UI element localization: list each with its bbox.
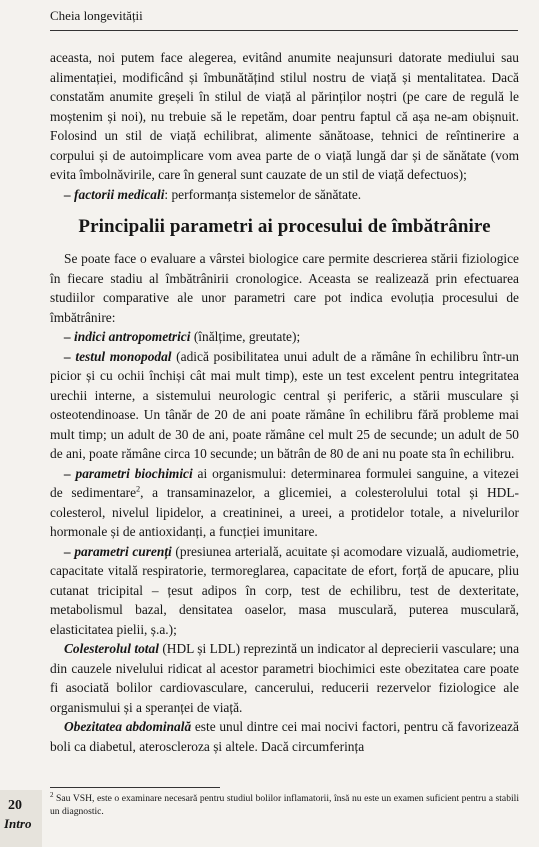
section-label: Intro xyxy=(4,816,32,831)
medical-factors-text: : performanța sistemelor de sănătate. xyxy=(164,186,362,202)
biochemical-item xyxy=(50,464,519,542)
monopodal-test-item xyxy=(50,347,519,464)
running-title: Cheia longevității xyxy=(50,8,143,23)
monopodal-test-term: – testul monopodal xyxy=(64,348,172,364)
header-rule xyxy=(50,30,518,31)
obesity-text: este unul dintre cei mai nocivi factori, pentru că favorizează boli ca diabetul, ateroscleroza și altele. Dacă circumferința xyxy=(50,719,519,754)
section-title: Principalii parametri ai procesului de îmbătrânire xyxy=(78,216,491,237)
obesity-paragraph xyxy=(50,717,519,756)
medical-factors-term: – factorii medicali xyxy=(64,186,165,202)
medical-factors-item xyxy=(50,185,519,205)
footnote-text: Sau VSH, este o examinare necesară pentru studiul bolilor inflamatorii, însă nu este un examen suficient pentru a stabili un diagnostic. xyxy=(50,793,519,817)
cholesterol-paragraph xyxy=(50,639,519,717)
biochemical-term: – parametri biochimici xyxy=(64,465,193,481)
footnote-number: 2 xyxy=(50,790,54,799)
current-params-term: – parametri curenți xyxy=(64,543,172,559)
section-intro: Se poate face o evaluare a vârstei biologice care permite descrierea stării fiziologice în fiecare stadiu al îmbătrânirii cronologice. Aceasta se realizează prin efectuarea studiilor comparative ale unor parametri care pot indica evoluția procesului de îmbătrânire: xyxy=(50,251,519,325)
cholesterol-text: (HDL și LDL) reprezintă un indicator al deprecierii vasculare; una din cauzele nivelului ridicat al acestor parametri biochimici este obezitatea care poate fi asociată bolilor cardiovasculare, cancerului, reducerii rezervelor fiziologice ale organismului și a speranței de viață. xyxy=(50,641,520,715)
page-body xyxy=(50,48,519,756)
monopodal-test-text: (adică posibilitatea unui adult de a rămâne în echilibru într-un picior și cu ochii închiși cât mai mult timp), este un test excelent pentru integritatea urechii interne, a sistemului neurologic central și periferic, a stării musculare și osteotendinoase. Un tânăr de 20 de ani poate rămâne în echilibru fără probleme mai mult timp; un adult de 30 de ani, poate rămâne cel mult 25 de secunde; un adult de 50 de ani, poate rămâne circa 10 secunde; un bătrân de 80 de ani nu poate sta în echilibru. xyxy=(50,348,519,461)
obesity-term: Obezitatea abdominală xyxy=(64,719,192,734)
current-params-text: (presiunea arterială, acuitate și acomodare vizuală, audiometrie, capacitate vitală respiratorie, termoreglarea, capacitate de efort, forță de apucare, pliu cutanat tricipital – țesut adipos în corp, test de echilibru, test de dexteritate, metabolismul bazal, densitatea oaselor, masa musculară, puterea musculară, elasticitatea pielii, ș.a.); xyxy=(50,543,519,637)
footnote xyxy=(50,792,519,818)
biochemical-text-b: , a transaminazelor, a glicemiei, a colesterolului total și HDL-colesterol, nivelul lipidelor, a creatininei, a ureei, a protidelor totale, a nivelurilor hormonale și de antioxidanți, a funcției imunitare. xyxy=(50,485,519,539)
biochemical-text-a: ai organismului: determinarea formulei sanguine, a vitezei de sedimentare xyxy=(50,465,519,500)
anthropometric-term: – indici antropometrici xyxy=(64,329,191,344)
intro-paragraph: aceasta, noi putem face alegerea, evitând anumite neajunsuri datorate mediului sau alimentației, modificând și îmbunătățind stilul nostru de viață și mentalitatea. Dacă constatăm anumite greșeli în stilul de viață al părinților noștri (pe care de regulă le moștenim și noi), nu trebuie să le repetăm, doar pentru faptul că așa ne-am obișnuit. Folosind un stil de viață echilibrat, alimente sănătoase, tehnici de reîntinerire a corpului și de autoimplicare vom avea parte de o viață lungă dar și de sănătate (vom evita îmbolnăvirile, care în general sunt cauzate de un stil de viață defectuos); xyxy=(50,50,519,182)
page-number: 20 xyxy=(8,798,22,813)
footnote-rule xyxy=(50,787,220,788)
anthropometric-text: (înălțime, greutate); xyxy=(190,329,301,344)
footnote-ref: 2 xyxy=(136,484,141,494)
cholesterol-term: Colesterolul total xyxy=(64,641,159,656)
anthropometric-item xyxy=(50,327,519,347)
current-params-item xyxy=(50,542,519,640)
